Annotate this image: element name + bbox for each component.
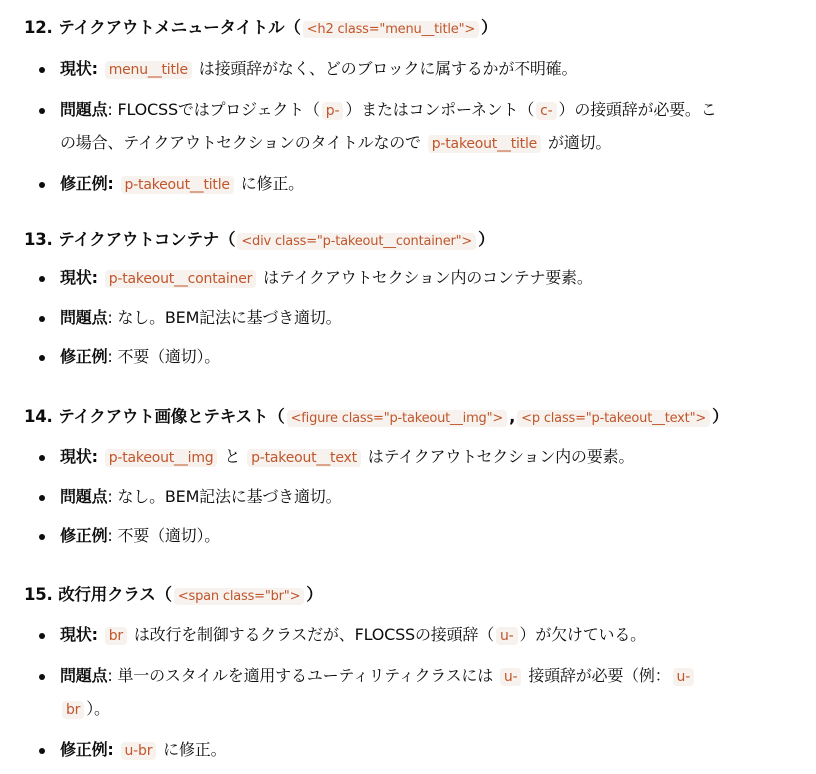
section-title: テイクアウト画像とテキスト (58, 407, 269, 426)
paren-close: ） (481, 18, 498, 37)
bullet-icon (39, 316, 45, 322)
inline-code: p-takeout__img (105, 449, 218, 467)
inline-code: <div class="p-takeout__container"> (237, 233, 476, 250)
list-item (24, 734, 696, 767)
section-heading (24, 15, 497, 43)
list-item (24, 53, 717, 86)
item-label: 問題点 (60, 666, 108, 685)
item-text: : 不要（適切）。 (107, 526, 221, 545)
item-sep: : (91, 268, 98, 287)
list-item (24, 94, 717, 160)
item-sep: : (91, 447, 98, 466)
list-item (24, 481, 634, 513)
list-item (24, 520, 634, 552)
section-number: 14. (24, 407, 53, 426)
item-label: 問題点 (60, 308, 108, 327)
bullet-list (24, 619, 696, 767)
bullet-icon (39, 355, 45, 361)
item-label: 修正例 (60, 526, 108, 545)
bullet-icon (39, 674, 45, 680)
section-heading (24, 227, 494, 255)
inline-code: u-br (121, 742, 157, 760)
bullet-icon (39, 67, 45, 73)
item-text: ）。 (86, 699, 110, 718)
bullet-icon (39, 182, 45, 188)
section-title: 改行用クラス (58, 585, 156, 604)
bullet-icon (39, 633, 45, 639)
inline-code: c- (536, 102, 556, 120)
section-title: テイクアウトコンテナ (58, 230, 220, 249)
list-item (24, 302, 593, 334)
paren-open: （ (219, 230, 236, 249)
inline-code: br (105, 627, 127, 645)
item-line-1 (60, 660, 696, 693)
inline-code: u- (496, 627, 518, 645)
item-label: 修正例 (60, 174, 108, 193)
item-text: と (224, 447, 241, 466)
paren-close: ） (478, 230, 495, 249)
item-label: 修正例 (60, 347, 108, 366)
item-text: はテイクアウトセクション内のコンテナ要素。 (263, 268, 593, 287)
inline-code: u- (673, 668, 695, 686)
section-number: 13. (24, 230, 53, 249)
bullet-icon (39, 534, 45, 540)
item-sep: : (107, 174, 114, 193)
inline-code: <figure class="p-takeout__img"> (287, 410, 507, 427)
item-text: は改行を制御するクラスだが、FLOCSSの接頭辞（ (133, 625, 494, 644)
inline-code: p-takeout__title (428, 135, 541, 153)
list-item (24, 441, 634, 474)
item-line-2 (60, 693, 696, 726)
inline-code: u- (500, 668, 522, 686)
item-sep: : (91, 59, 98, 78)
comma: , (509, 407, 516, 426)
item-label: 現状 (60, 59, 92, 78)
paren-close: ） (306, 585, 323, 604)
item-line-2 (60, 127, 717, 160)
inline-code: <h2 class="menu__title"> (303, 21, 479, 38)
inline-code: p-takeout__title (121, 176, 234, 194)
item-text: : 単一のスタイルを適用するユーティリティクラスには (107, 666, 494, 685)
item-text: ）が欠けている。 (519, 625, 646, 644)
section-heading (24, 582, 323, 610)
item-label: 問題点 (60, 100, 108, 119)
item-text: が適切。 (547, 133, 612, 152)
item-text: は接頭辞がなく、どのブロックに属するかが不明確。 (198, 59, 578, 78)
item-text: ）の接頭辞が必要。こ (558, 100, 717, 119)
item-label: 修正例 (60, 740, 108, 759)
item-line-1 (60, 94, 717, 127)
item-sep: : (107, 740, 114, 759)
item-text: の場合、テイクアウトセクションのタイトルなので (60, 133, 421, 152)
list-item (24, 341, 593, 373)
bullet-list (24, 53, 717, 201)
item-text: : なし。BEM記法に基づき適切。 (107, 308, 342, 327)
paren-open: （ (284, 18, 301, 37)
list-item (24, 619, 696, 652)
item-text: : 不要（適切）。 (107, 347, 221, 366)
item-text: に修正。 (163, 740, 227, 759)
section-number: 12. (24, 18, 53, 37)
item-label: 問題点 (60, 487, 108, 506)
section-heading (24, 404, 728, 432)
bullet-list (24, 441, 634, 552)
item-text: 接頭辞が必要（例： (528, 666, 671, 685)
item-sep: : (91, 625, 98, 644)
list-item (24, 168, 717, 201)
bullet-icon (39, 276, 45, 282)
item-text: はテイクアウトセクション内の要素。 (367, 447, 635, 466)
list-item (24, 660, 696, 726)
item-label: 現状 (60, 625, 92, 644)
item-text: : なし。BEM記法に基づき適切。 (107, 487, 342, 506)
item-label: 現状 (60, 447, 92, 466)
bullet-icon (39, 495, 45, 501)
section-title: テイクアウトメニュータイトル (58, 18, 285, 37)
item-label: 現状 (60, 268, 92, 287)
inline-code: br (62, 701, 84, 719)
inline-code: menu__title (105, 61, 192, 79)
section-number: 15. (24, 585, 53, 604)
inline-code: <span class="br"> (174, 588, 304, 605)
bullet-icon (39, 748, 45, 754)
inline-code: p-takeout__text (247, 449, 361, 467)
paren-open: （ (155, 585, 172, 604)
paren-close: ） (712, 407, 729, 426)
bullet-list (24, 262, 593, 373)
inline-code: p-takeout__container (105, 270, 257, 288)
inline-code: p- (322, 102, 344, 120)
inline-code: <p class="p-takeout__text"> (517, 410, 710, 427)
list-item (24, 262, 593, 295)
item-text: ）またはコンポーネント（ (345, 100, 535, 119)
item-text: : FLOCSSではプロジェクト（ (107, 100, 320, 119)
item-text: に修正。 (240, 174, 304, 193)
paren-open: （ (268, 407, 285, 426)
bullet-icon (39, 455, 45, 461)
bullet-icon (39, 108, 45, 114)
